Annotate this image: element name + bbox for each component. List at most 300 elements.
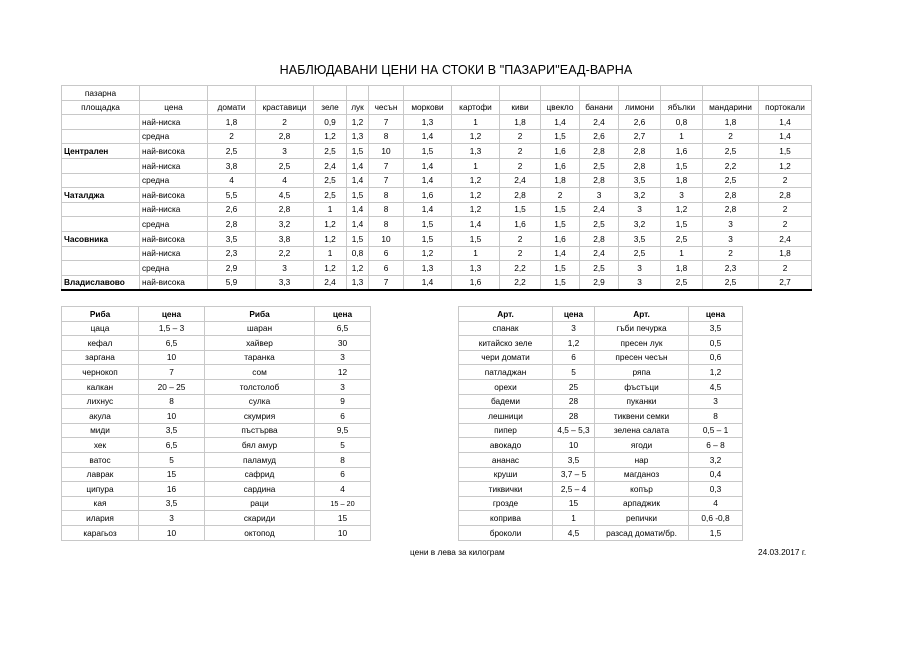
- fish-item-price: 9,5: [315, 423, 371, 438]
- fish-item-name: скариди: [205, 511, 315, 526]
- product-header: киви: [500, 100, 541, 115]
- price-cell: 2,8: [500, 188, 541, 203]
- produce-item-name: разсад домати/бр.: [595, 525, 689, 540]
- produce-item-name: ряпа: [595, 365, 689, 380]
- fish-item-price: 10: [139, 525, 205, 540]
- fish-header-cell: цена: [315, 307, 371, 322]
- price-cell: 1,2: [452, 173, 500, 188]
- produce-header-cell: Арт.: [595, 307, 689, 322]
- price-type: най-ниска: [140, 158, 208, 173]
- produce-row: [459, 511, 743, 526]
- fish-item-price: 5: [139, 452, 205, 467]
- fish-item-price: 8: [315, 452, 371, 467]
- fish-item-name: октопод: [205, 525, 315, 540]
- produce-item-price: 6: [553, 350, 595, 365]
- price-cell: 1,3: [452, 261, 500, 276]
- corner-label-bottom: площадка: [62, 100, 140, 115]
- header-blank-cell: [404, 86, 452, 101]
- price-cell: 2,5: [314, 173, 347, 188]
- price-cell: 3: [619, 275, 661, 290]
- page-title: НАБЛЮДАВАНИ ЦЕНИ НА СТОКИ В "ПАЗАРИ"ЕАД-ВАРНА: [279, 63, 633, 77]
- price-cell: 2: [759, 261, 812, 276]
- produce-price-table: [458, 306, 743, 541]
- produce-header-cell: цена: [689, 307, 743, 322]
- price-cell: 1,2: [452, 129, 500, 144]
- price-cell: 2,7: [619, 129, 661, 144]
- price-cell: 1,2: [759, 158, 812, 173]
- header-blank-cell: [208, 86, 256, 101]
- produce-item-name: спанак: [459, 321, 553, 336]
- produce-row: [459, 379, 743, 394]
- price-cell: 0,8: [661, 115, 703, 130]
- fish-item-price: 20 – 25: [139, 379, 205, 394]
- produce-item-name: пипер: [459, 423, 553, 438]
- produce-header-row: [459, 307, 743, 322]
- market-name: Чаталджа: [62, 188, 140, 203]
- fish-item-name: сафрид: [205, 467, 315, 482]
- market-price-row: [62, 202, 812, 217]
- price-cell: 8: [369, 129, 404, 144]
- produce-item-name: коприва: [459, 511, 553, 526]
- market-price-row: [62, 275, 812, 290]
- produce-row: [459, 452, 743, 467]
- produce-item-price: 3,2: [689, 452, 743, 467]
- fish-item-name: сом: [205, 365, 315, 380]
- produce-item-price: 3,5: [689, 321, 743, 336]
- market-price-row: [62, 144, 812, 159]
- produce-item-name: пресен лук: [595, 336, 689, 351]
- price-cell: 3: [661, 188, 703, 203]
- price-cell: 1,6: [541, 144, 580, 159]
- product-header: портокали: [759, 100, 812, 115]
- price-cell: 2: [759, 202, 812, 217]
- product-header: ябълки: [661, 100, 703, 115]
- produce-item-price: 0,4: [689, 467, 743, 482]
- produce-item-name: ягоди: [595, 438, 689, 453]
- price-cell: 2,4: [580, 202, 619, 217]
- price-cell: 2,5: [661, 275, 703, 290]
- corner-label-top: пазарна: [62, 86, 140, 101]
- price-cell: 2,4: [580, 246, 619, 261]
- fish-item-price: 7: [139, 365, 205, 380]
- fish-item-price: 6,5: [139, 336, 205, 351]
- produce-item-price: 3,5: [553, 452, 595, 467]
- price-cell: 2,2: [500, 275, 541, 290]
- fish-item-name: акула: [62, 409, 139, 424]
- price-cell: 2,5: [661, 231, 703, 246]
- fish-header-row: [62, 307, 371, 322]
- fish-item-price: 30: [315, 336, 371, 351]
- market-name: Централен: [62, 144, 140, 159]
- produce-item-price: 3,7 – 5: [553, 467, 595, 482]
- price-cell: 1,4: [452, 217, 500, 232]
- price-cell: 1,3: [404, 261, 452, 276]
- price-type: средна: [140, 261, 208, 276]
- price-cell: 2,2: [703, 158, 759, 173]
- produce-row: [459, 365, 743, 380]
- market-name: Часовника: [62, 231, 140, 246]
- produce-header-cell: цена: [553, 307, 595, 322]
- fish-item-name: лихнус: [62, 394, 139, 409]
- price-cell: 1,8: [661, 261, 703, 276]
- fish-item-price: 10: [315, 525, 371, 540]
- price-cell: 2: [759, 173, 812, 188]
- price-cell: 1,4: [541, 246, 580, 261]
- price-cell: 3,2: [256, 217, 314, 232]
- fish-item-name: сулка: [205, 394, 315, 409]
- price-cell: 7: [369, 275, 404, 290]
- fish-item-name: скумрия: [205, 409, 315, 424]
- produce-row: [459, 438, 743, 453]
- price-cell: 2,8: [256, 129, 314, 144]
- price-cell: 3: [703, 217, 759, 232]
- price-cell: 1,5: [347, 188, 369, 203]
- price-type: най-висока: [140, 275, 208, 290]
- price-cell: 2,5: [703, 275, 759, 290]
- fish-item-name: лаврак: [62, 467, 139, 482]
- header-blank-cell: [619, 86, 661, 101]
- price-type: най-висока: [140, 144, 208, 159]
- price-cell: 1: [452, 115, 500, 130]
- price-cell: 2,3: [703, 261, 759, 276]
- price-cell: 2,8: [208, 217, 256, 232]
- price-cell: 1,3: [404, 115, 452, 130]
- fish-item-price: 12: [315, 365, 371, 380]
- produce-item-price: 0,6 -0,8: [689, 511, 743, 526]
- produce-item-name: фъстъци: [595, 379, 689, 394]
- price-cell: 2,5: [580, 158, 619, 173]
- product-header: домати: [208, 100, 256, 115]
- fish-item-name: паламуд: [205, 452, 315, 467]
- produce-item-price: 3: [553, 321, 595, 336]
- product-header: лимони: [619, 100, 661, 115]
- produce-row: [459, 423, 743, 438]
- fish-item-price: 6: [315, 409, 371, 424]
- price-cell: 1,2: [452, 202, 500, 217]
- market-name-blank: [62, 217, 140, 232]
- price-cell: 2,4: [759, 231, 812, 246]
- price-cell: 1,2: [314, 261, 347, 276]
- price-cell: 5,5: [208, 188, 256, 203]
- produce-row: [459, 394, 743, 409]
- price-cell: 3,8: [256, 231, 314, 246]
- fish-item-price: 1,5 – 3: [139, 321, 205, 336]
- header-blank-cell: [541, 86, 580, 101]
- produce-item-name: лешници: [459, 409, 553, 424]
- market-price-row: [62, 261, 812, 276]
- fish-item-price: 15: [315, 511, 371, 526]
- price-cell: 2,2: [500, 261, 541, 276]
- fish-row: [62, 365, 371, 380]
- fish-item-price: 15: [139, 467, 205, 482]
- price-cell: 1,4: [347, 202, 369, 217]
- fish-item-price: 3: [139, 511, 205, 526]
- produce-item-price: 5: [553, 365, 595, 380]
- price-cell: 2: [256, 115, 314, 130]
- price-cell: 2,5: [256, 158, 314, 173]
- price-cell: 1,4: [759, 115, 812, 130]
- produce-item-price: 25: [553, 379, 595, 394]
- price-cell: 1,5: [541, 129, 580, 144]
- market-header-row-2: [62, 100, 812, 115]
- produce-item-name: бадеми: [459, 394, 553, 409]
- price-cell: 10: [369, 144, 404, 159]
- price-cell: 2,6: [580, 129, 619, 144]
- produce-item-name: гъби печурка: [595, 321, 689, 336]
- produce-item-price: 15: [553, 496, 595, 511]
- price-type: най-ниска: [140, 202, 208, 217]
- fish-item-name: карагьоз: [62, 525, 139, 540]
- fish-item-name: бял амур: [205, 438, 315, 453]
- price-cell: 2,4: [314, 158, 347, 173]
- produce-item-name: тиквени семки: [595, 409, 689, 424]
- produce-item-price: 6 – 8: [689, 438, 743, 453]
- price-cell: 1,2: [314, 217, 347, 232]
- produce-row: [459, 525, 743, 540]
- price-cell: 2,8: [580, 231, 619, 246]
- fish-item-price: 5: [315, 438, 371, 453]
- price-cell: 2,5: [314, 188, 347, 203]
- price-type: средна: [140, 129, 208, 144]
- price-cell: 1,4: [759, 129, 812, 144]
- price-cell: 1,6: [541, 231, 580, 246]
- price-cell: 1,6: [452, 275, 500, 290]
- fish-row: [62, 438, 371, 453]
- price-cell: 3: [703, 231, 759, 246]
- produce-item-name: орехи: [459, 379, 553, 394]
- price-cell: 4: [256, 173, 314, 188]
- price-cell: 6: [369, 246, 404, 261]
- price-type: най-ниска: [140, 246, 208, 261]
- price-cell: 3: [619, 202, 661, 217]
- market-name-blank: [62, 202, 140, 217]
- price-cell: 1,2: [404, 246, 452, 261]
- price-cell: 1,5: [347, 231, 369, 246]
- fish-item-name: кефал: [62, 336, 139, 351]
- price-cell: 7: [369, 173, 404, 188]
- price-cell: 3: [256, 261, 314, 276]
- produce-item-name: зелена салата: [595, 423, 689, 438]
- price-cell: 1,5: [759, 144, 812, 159]
- fish-item-name: чернокоп: [62, 365, 139, 380]
- price-cell: 1: [452, 158, 500, 173]
- produce-item-name: броколи: [459, 525, 553, 540]
- price-type: най-ниска: [140, 115, 208, 130]
- produce-row: [459, 336, 743, 351]
- fish-item-name: шаран: [205, 321, 315, 336]
- fish-header-cell: Риба: [62, 307, 139, 322]
- price-cell: 1,3: [452, 144, 500, 159]
- price-cell: 2: [208, 129, 256, 144]
- price-cell: 2,5: [703, 144, 759, 159]
- header-blank-cell: [452, 86, 500, 101]
- market-name-blank: [62, 158, 140, 173]
- price-cell: 2,6: [208, 202, 256, 217]
- price-cell: 6: [369, 261, 404, 276]
- fish-item-name: хайвер: [205, 336, 315, 351]
- produce-item-name: грозде: [459, 496, 553, 511]
- market-price-row: [62, 217, 812, 232]
- fish-row: [62, 394, 371, 409]
- produce-row: [459, 482, 743, 497]
- market-name-blank: [62, 261, 140, 276]
- fish-item-name: таранка: [205, 350, 315, 365]
- price-cell: 2,5: [580, 261, 619, 276]
- header-blank-cell: [500, 86, 541, 101]
- produce-item-name: китайско зеле: [459, 336, 553, 351]
- fish-row: [62, 423, 371, 438]
- price-cell: 1,8: [661, 173, 703, 188]
- fish-row: [62, 409, 371, 424]
- produce-item-price: 28: [553, 394, 595, 409]
- price-cell: 5,9: [208, 275, 256, 290]
- price-cell: 10: [369, 231, 404, 246]
- fish-item-name: миди: [62, 423, 139, 438]
- fish-header-cell: цена: [139, 307, 205, 322]
- fish-header-cell: Риба: [205, 307, 315, 322]
- price-cell: 2,5: [208, 144, 256, 159]
- header-blank-cell: [314, 86, 347, 101]
- produce-item-price: 0,5: [689, 336, 743, 351]
- produce-item-price: 10: [553, 438, 595, 453]
- produce-item-price: 0,3: [689, 482, 743, 497]
- price-cell: 2,5: [703, 173, 759, 188]
- product-header: зеле: [314, 100, 347, 115]
- market-price-row: [62, 158, 812, 173]
- market-name-blank: [62, 115, 140, 130]
- product-header: лук: [347, 100, 369, 115]
- header-blank-cell: [703, 86, 759, 101]
- price-cell: 2,4: [500, 173, 541, 188]
- price-cell: 1,6: [404, 188, 452, 203]
- fish-row: [62, 511, 371, 526]
- market-price-row: [62, 231, 812, 246]
- market-name-blank: [62, 246, 140, 261]
- fish-row: [62, 452, 371, 467]
- fish-item-name: хек: [62, 438, 139, 453]
- fish-item-price: 15 – 20: [315, 496, 371, 511]
- price-cell: 1: [314, 246, 347, 261]
- price-type: средна: [140, 217, 208, 232]
- price-cell: 1,5: [452, 231, 500, 246]
- price-cell: 2: [500, 246, 541, 261]
- price-cell: 1,6: [500, 217, 541, 232]
- price-cell: 1,5: [500, 202, 541, 217]
- produce-item-price: 1,2: [553, 336, 595, 351]
- product-header: моркови: [404, 100, 452, 115]
- price-cell: 1,5: [404, 144, 452, 159]
- header-blank-cell: [347, 86, 369, 101]
- produce-row: [459, 321, 743, 336]
- price-cell: 1,4: [404, 275, 452, 290]
- price-cell: 2: [500, 158, 541, 173]
- header-blank-cell: [580, 86, 619, 101]
- header-blank-cell: [369, 86, 404, 101]
- fish-item-name: сардина: [205, 482, 315, 497]
- price-cell: 1,4: [347, 158, 369, 173]
- price-cell: 1,8: [208, 115, 256, 130]
- produce-item-name: копър: [595, 482, 689, 497]
- price-cell: 3: [619, 261, 661, 276]
- fish-row: [62, 467, 371, 482]
- fish-row: [62, 350, 371, 365]
- price-cell: 7: [369, 115, 404, 130]
- produce-item-price: 4: [689, 496, 743, 511]
- price-cell: 1,2: [314, 231, 347, 246]
- price-cell: 2,8: [619, 144, 661, 159]
- fish-item-name: ципура: [62, 482, 139, 497]
- fish-item-name: пъстърва: [205, 423, 315, 438]
- price-cell: 3,2: [619, 188, 661, 203]
- header-blank-cell: [759, 86, 812, 101]
- price-cell: 1,5: [661, 158, 703, 173]
- product-header: банани: [580, 100, 619, 115]
- price-cell: 2,7: [759, 275, 812, 290]
- header-blank-cell: [140, 86, 208, 101]
- price-cell: 1,2: [452, 188, 500, 203]
- fish-item-price: 8: [139, 394, 205, 409]
- fish-item-price: 6,5: [315, 321, 371, 336]
- fish-item-name: калкан: [62, 379, 139, 394]
- market-price-row: [62, 188, 812, 203]
- market-price-table: [61, 85, 812, 291]
- fish-item-price: 16: [139, 482, 205, 497]
- price-cell: 2,5: [580, 217, 619, 232]
- price-cell: 1,4: [541, 115, 580, 130]
- price-cell: 3: [256, 144, 314, 159]
- fish-row: [62, 496, 371, 511]
- produce-item-name: авокадо: [459, 438, 553, 453]
- price-cell: 3,5: [208, 231, 256, 246]
- price-cell: 2,8: [256, 202, 314, 217]
- price-cell: 1,2: [347, 261, 369, 276]
- produce-item-price: 4,5 – 5,3: [553, 423, 595, 438]
- price-cell: 8: [369, 188, 404, 203]
- price-type: най-висока: [140, 188, 208, 203]
- price-cell: 1,4: [404, 173, 452, 188]
- produce-item-price: 4,5: [689, 379, 743, 394]
- market-price-row: [62, 246, 812, 261]
- market-name-blank: [62, 129, 140, 144]
- produce-item-name: магданоз: [595, 467, 689, 482]
- price-cell: 1,3: [347, 275, 369, 290]
- price-cell: 2: [500, 144, 541, 159]
- produce-item-name: ананас: [459, 452, 553, 467]
- price-cell: 2: [703, 246, 759, 261]
- price-cell: 4: [208, 173, 256, 188]
- price-cell: 2,9: [208, 261, 256, 276]
- fish-row: [62, 379, 371, 394]
- produce-item-name: круши: [459, 467, 553, 482]
- product-header: краставици: [256, 100, 314, 115]
- fish-price-table: [61, 306, 371, 541]
- fish-item-name: раци: [205, 496, 315, 511]
- produce-item-price: 1,2: [689, 365, 743, 380]
- price-cell: 1,5: [347, 144, 369, 159]
- produce-item-price: 2,5 – 4: [553, 482, 595, 497]
- produce-item-name: арпаджик: [595, 496, 689, 511]
- price-cell: 3,5: [619, 173, 661, 188]
- price-cell: 1,5: [661, 217, 703, 232]
- price-cell: 1,8: [541, 173, 580, 188]
- price-cell: 1,8: [759, 246, 812, 261]
- produce-item-price: 0,5 – 1: [689, 423, 743, 438]
- price-cell: 1,6: [661, 144, 703, 159]
- price-cell: 2,8: [580, 173, 619, 188]
- produce-item-price: 1,5: [689, 525, 743, 540]
- price-cell: 1,5: [541, 202, 580, 217]
- price-cell: 2,4: [580, 115, 619, 130]
